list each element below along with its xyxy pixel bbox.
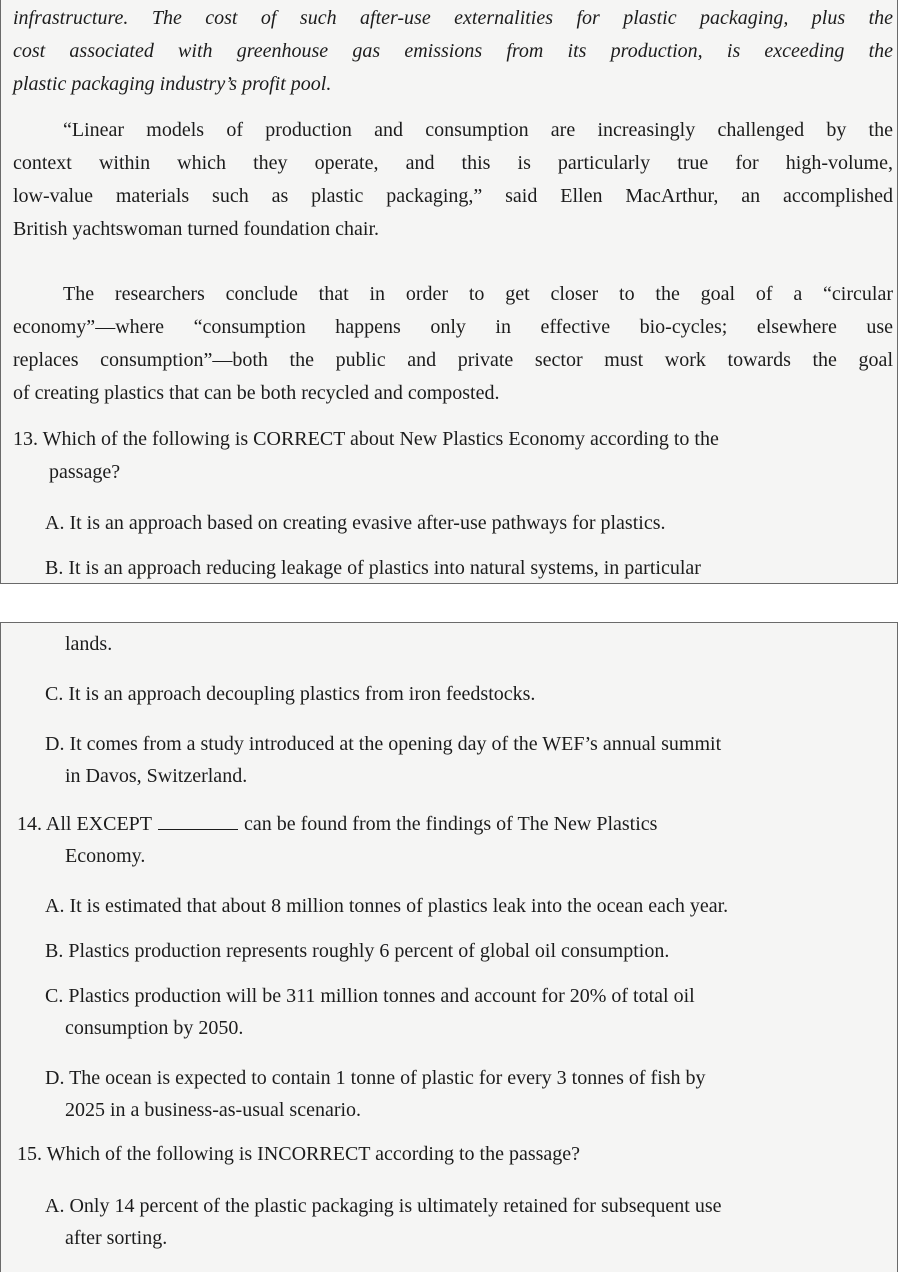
question-stem: 13. Which of the following is CORRECT about New Plastics Economy according to the [13, 428, 719, 450]
option-d-continued: 2025 in a business-as-usual scenario. [65, 1099, 362, 1121]
passage-line: cost associated with greenhouse gas emissions from its production, is exceeding the [13, 40, 893, 62]
page-piece-bottom [0, 622, 898, 1272]
passage-line: British yachtswoman turned foundation chair. [13, 218, 380, 240]
option-d-continued: in Davos, Switzerland. [65, 765, 248, 787]
option-c: C. It is an approach decoupling plastics from iron feedstocks. [45, 683, 536, 705]
page-gutter [0, 584, 900, 622]
passage-line: low-value materials such as plastic packaging,” said Ellen MacArthur, an accomplished [13, 185, 893, 207]
option-b-continued: lands. [65, 633, 113, 655]
option-d: D. The ocean is expected to contain 1 tonne of plastic for every 3 tonnes of fish by [45, 1067, 706, 1089]
passage-line: replaces consumption”—both the public and private sector must work towards the goal [13, 349, 893, 371]
passage-line: The researchers conclude that in order to get closer to the goal of a “circular [63, 283, 893, 305]
passage-line: economy”—where “consumption happens only in effective bio-cycles; elsewhere use [13, 316, 893, 338]
option-c-continued: consumption by 2050. [65, 1017, 244, 1039]
option-a: A. Only 14 percent of the plastic packaging is ultimately retained for subsequent use [45, 1195, 722, 1217]
question-stem: 15. Which of the following is INCORRECT according to the passage? [17, 1143, 581, 1165]
passage-line: of creating plastics that can be both recycled and composted. [13, 382, 500, 404]
question-stem-continued: Economy. [65, 845, 146, 867]
stem-after-blank: can be found from the findings of The New Plastics [244, 813, 658, 835]
answer-blank [158, 811, 238, 830]
option-b: B. It is an approach reducing leakage of plastics into natural systems, in particular [45, 557, 701, 579]
question-stem: passage? [49, 461, 121, 483]
option-a: A. It is estimated that about 8 million tonnes of plastics leak into the ocean each year. [45, 895, 729, 917]
option-a-continued: after sorting. [65, 1227, 168, 1249]
option-b: B. Plastics production represents roughly 6 percent of global oil consumption. [45, 940, 670, 962]
option-c: C. Plastics production will be 311 million tonnes and account for 20% of total oil [45, 985, 695, 1007]
question-stem [17, 811, 657, 837]
passage-line: context within which they operate, and this is particularly true for high-volume, [13, 152, 893, 174]
stem-before-blank: 14. All EXCEPT [17, 813, 153, 835]
option-d: D. It comes from a study introduced at the opening day of the WEF’s annual summit [45, 733, 722, 755]
passage-line: “Linear models of production and consumption are increasingly challenged by the [63, 119, 893, 141]
option-a: A. It is an approach based on creating evasive after-use pathways for plastics. [45, 512, 666, 534]
passage-line: plastic packaging industry’s profit pool. [13, 73, 332, 95]
passage-line: infrastructure. The cost of such after-use externalities for plastic packaging, plus the [13, 7, 893, 29]
page-piece-top [0, 0, 898, 584]
